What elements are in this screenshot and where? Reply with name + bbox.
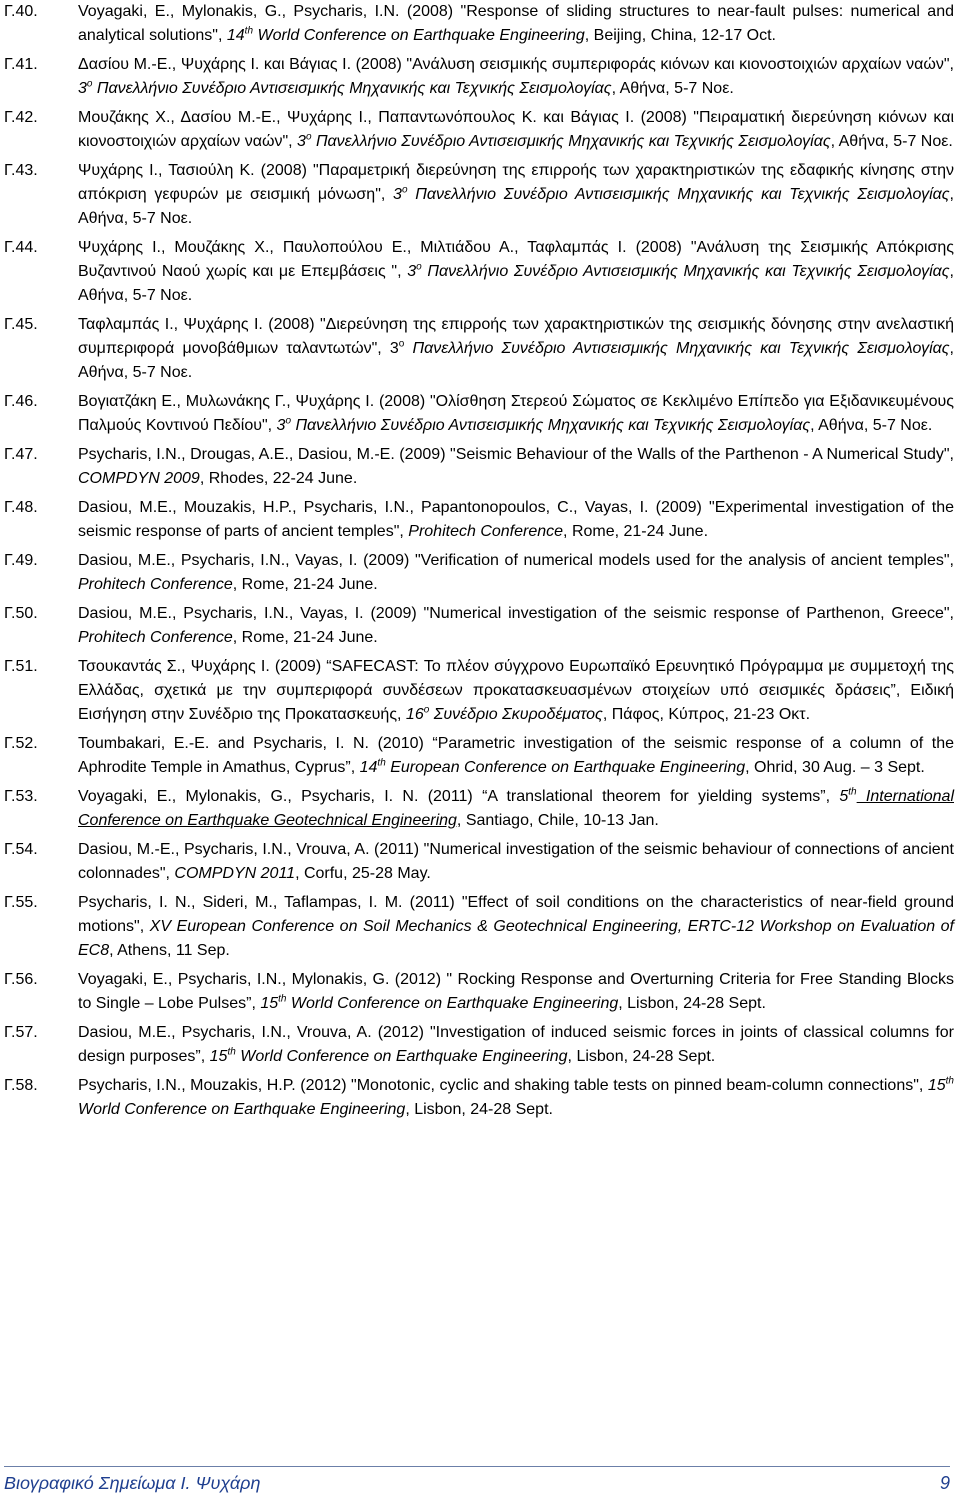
reference-segment: Πανελλήνιο Συνέδριο Αντισεισμικής Μηχανικής και Τεχνικής Σεισμολογίας	[92, 80, 612, 97]
reference-segment: , Αθήνα, 5-7 Νοε.	[830, 133, 953, 150]
reference-number: Γ.40.	[4, 3, 38, 20]
reference-item	[4, 443, 954, 491]
reference-superscript: ο	[416, 261, 422, 273]
reference-superscript: ο	[86, 78, 93, 90]
reference-segment: Δασίου Μ.-Ε., Ψυχάρης Ι. και Βάγιας Ι. (2008) "Ανάλυση σεισμικής συμπεριφοράς κιόνων και κιονοστοιχιών αρχαίων ναών",	[78, 56, 954, 73]
reference-segment: , Rome, 21-24 June.	[563, 523, 709, 540]
reference-segment: COMPDYN 2009	[78, 470, 200, 487]
reference-segment: , Αθήνα, 5-7 Νοε.	[78, 263, 954, 304]
reference-text	[78, 1074, 954, 1122]
reference-superscript: th	[278, 993, 287, 1005]
reference-segment: , Ohrid, 30 Aug. – 3 Sept.	[745, 759, 925, 776]
reference-segment: Voyagaki, E., Mylonakis, G., Psycharis, I.N. (2008) "Response of sliding structures to near-fault pulses: numerical and analytical solutions",	[78, 3, 954, 44]
reference-segment: International Conference on Earthquake Geotechnical Engineering	[78, 788, 954, 829]
page-footer	[4, 1466, 950, 1494]
reference-segment: , Corfu, 25-28 May.	[295, 865, 431, 882]
reference-segment: Dasiou, M.E., Psycharis, I.N., Vayas, I. (2009) "Verification of numerical models used for the analysis of ancient temples",	[78, 552, 954, 569]
reference-item	[4, 602, 954, 650]
reference-item	[4, 732, 954, 780]
reference-text	[78, 838, 954, 886]
reference-segment: Συνέδριο Σκυροδέματος	[429, 706, 603, 723]
page-number: 9	[939, 1473, 950, 1493]
reference-item	[4, 313, 954, 385]
reference-segment: Voyagaki, E., Psycharis, I.N., Mylonakis, G. (2012) " Rocking Response and Overturning Criteria for Free Standing Blocks to Single – Lobe Pulses”,	[78, 971, 954, 1012]
reference-number: Γ.54.	[4, 841, 38, 858]
reference-segment: Prohitech Conference	[408, 523, 564, 540]
reference-segment: 3	[393, 186, 402, 203]
reference-item	[4, 838, 954, 886]
reference-segment: European Conference on Earthquake Engineering	[385, 759, 746, 776]
reference-segment: World Conference on Earthquake Engineering	[235, 1048, 568, 1065]
reference-segment: 14	[226, 27, 245, 44]
reference-superscript: ο	[305, 131, 312, 143]
reference-segment: Ψυχάρης Ι., Μουζάκης Χ., Παυλοπούλου Ε., Μιλτιάδου Α., Ταφλαμπάς Ι. (2008) "Ανάλυση της Σεισμικής Απόκρισης Βυζαντινού Ναού χωρίς και με Επεμβάσεις ",	[78, 239, 954, 280]
reference-list	[4, 0, 954, 1127]
reference-segment: , Πάφος, Κύπρος, 21-23 Οκτ.	[602, 706, 811, 723]
reference-segment: Ταφλαμπάς Ι., Ψυχάρης Ι. (2008) "Διερεύνηση της επιρροής των χαρακτηριστικών της σεισμικής δόνησης στην ανελαστική συμπεριφορά μονοβάθμιων ταλαντωτών", 3	[78, 316, 954, 357]
reference-text	[78, 390, 954, 438]
reference-item	[4, 53, 954, 101]
reference-segment: Dasiou, M.E., Mouzakis, H.P., Psycharis, I.N., Papantonopoulos, C., Vayas, I. (2009) "Experimental investigation of the seismic response of parts of ancient temples",	[78, 499, 954, 540]
reference-segment: 15	[260, 995, 279, 1012]
reference-item	[4, 106, 954, 154]
reference-text	[78, 549, 954, 597]
reference-segment: Βογιατζάκη Ε., Μυλωνάκης Γ., Ψυχάρης Ι. (2008) "Ολίσθηση Στερεού Σώματος σε Κεκλιμένο Επίπεδο για Εξιδανικευμένους Παλμούς Κοντινού Πεδίου",	[78, 393, 954, 434]
reference-segment: COMPDYN 2011	[174, 865, 296, 882]
reference-segment: XV European Conference on Soil Mechanics & Geotechnical Engineering, ERTC-12 Workshop on Evaluation of EC8	[78, 918, 955, 959]
reference-item	[4, 236, 954, 308]
reference-number: Γ.52.	[4, 735, 38, 752]
reference-item	[4, 390, 954, 438]
reference-item	[4, 655, 954, 727]
reference-item	[4, 496, 954, 544]
reference-segment: World Conference on Earthquake Engineering	[78, 1101, 406, 1118]
reference-text	[78, 0, 954, 48]
reference-segment: Ψυχάρης Ι., Τασιούλη Κ. (2008) "Παραμετρική διερεύνηση της επιρροής των χαρακτηριστικών της εδαφικής κίνησης στην απόκριση γεφυρών με σεισμική μόνωση",	[78, 162, 954, 203]
reference-segment: , Rome, 21-24 June.	[232, 629, 378, 646]
reference-text	[78, 106, 954, 154]
reference-number: Γ.46.	[4, 393, 38, 410]
reference-segment: 16	[405, 706, 424, 723]
reference-number: Γ.51.	[4, 658, 38, 675]
reference-segment: Prohitech Conference	[78, 576, 233, 593]
reference-segment: Voyagaki, E., Mylonakis, G., Psycharis, I. N. (2011) “A translational theorem for yielding systems”,	[78, 788, 840, 805]
reference-segment: 14	[359, 759, 378, 776]
reference-superscript: ο	[285, 415, 292, 427]
reference-superscript: th	[945, 1075, 954, 1087]
reference-segment: Τσουκαντάς Σ., Ψυχάρης Ι. (2009) “SAFECAST: Το πλέον σύγχρονο Ευρωπαϊκό Ερευνητικό Πρόγραμμα με συμμετοχή της Ελλάδας, σχετικά με την συμπεριφορά συνδέσεων προκατασκευασμένων στοιχείων υπό σεισμικές δράσεις”, Ειδική Εισήγηση στην Συνέδριο της Προκατασκευής,	[78, 658, 954, 723]
reference-text	[78, 602, 954, 650]
reference-superscript: ο	[423, 704, 430, 716]
reference-number: Γ.41.	[4, 56, 38, 73]
reference-segment: Psycharis, I.N., Mouzakis, H.P. (2012) "Monotonic, cyclic and shaking table tests on pinned beam-column connections",	[78, 1077, 928, 1094]
reference-segment: Prohitech Conference	[78, 629, 233, 646]
footer-title: Βιογραφικό Σημείωμα Ι. Ψυχάρη	[4, 1473, 261, 1493]
reference-number: Γ.56.	[4, 971, 38, 988]
reference-number: Γ.50.	[4, 605, 38, 622]
reference-item	[4, 785, 954, 833]
reference-segment: 3	[78, 80, 87, 97]
reference-number: Γ.53.	[4, 788, 38, 805]
reference-superscript: th	[244, 25, 254, 37]
reference-segment: , Santiago, Chile, 10-13 Jan.	[456, 812, 659, 829]
reference-number: Γ.55.	[4, 894, 38, 911]
reference-text	[78, 496, 954, 544]
reference-superscript: th	[377, 757, 386, 769]
reference-segment: Πανελλήνιο Συνέδριο Αντισεισμικής Μηχανικής και Τεχνικής Σεισμολογίας	[407, 186, 950, 203]
reference-number: Γ.47.	[4, 446, 38, 463]
reference-segment: , Αθήνα, 5-7 Νοε.	[611, 80, 734, 97]
reference-segment: , Rome, 21-24 June.	[232, 576, 378, 593]
reference-segment: World Conference on Earthquake Engineering	[286, 995, 619, 1012]
reference-segment: Πανελλήνιο Συνέδριο Αντισεισμικής Μηχανικής και Τεχνικής Σεισμολογίας	[404, 340, 950, 357]
reference-segment: Psycharis, I. N., Sideri, M., Taflampas, I. M. (2011) "Effect of soil conditions on the characteristics of near-field ground motions",	[78, 894, 954, 935]
reference-segment: Toumbakari, E.-E. and Psycharis, I. N. (2010) “Parametric investigation of the seismic response of a column of the Aphrodite Temple in Amathus, Cyprus”,	[78, 735, 954, 776]
reference-text	[78, 236, 954, 308]
reference-item	[4, 1074, 954, 1122]
reference-segment: , Αθήνα, 5-7 Νοε.	[78, 340, 954, 381]
reference-text	[78, 159, 954, 231]
reference-segment: 15	[209, 1048, 228, 1065]
reference-segment: 5	[839, 788, 849, 805]
reference-segment: , Αθήνα, 5-7 Νοε.	[78, 186, 954, 227]
reference-text	[78, 313, 954, 385]
reference-superscript: th	[848, 786, 857, 798]
reference-segment: Psycharis, I.N., Drougas, A.E., Dasiou, M.-E. (2009) "Seismic Behaviour of the Walls of the Parthenon - A Numerical Study",	[78, 446, 954, 463]
reference-segment: , Lisbon, 24-28 Sept.	[618, 995, 766, 1012]
reference-segment: Dasiou, M.-E., Psycharis, I.N., Vrouva, A. (2011) "Numerical investigation of the seismic behaviour of connections of ancient colonnades",	[78, 841, 954, 882]
reference-segment: , Lisbon, 24-28 Sept.	[567, 1048, 716, 1065]
reference-segment: 15	[927, 1077, 946, 1094]
reference-segment: , Athens, 11 Sep.	[109, 942, 230, 959]
reference-segment: 3	[407, 263, 417, 280]
reference-item	[4, 0, 954, 48]
reference-segment: 3	[297, 133, 306, 150]
reference-number: Γ.42.	[4, 109, 38, 126]
reference-segment: 3	[276, 417, 286, 434]
reference-segment: , Lisbon, 24-28 Sept.	[405, 1101, 553, 1118]
reference-segment: , Beijing, China, 12-17 Oct.	[584, 27, 776, 44]
reference-item	[4, 1021, 954, 1069]
reference-text	[78, 1021, 954, 1069]
reference-segment: Dasiou, M.E., Psycharis, I.N., Vayas, I. (2009) "Numerical investigation of the seismic response of Parthenon, Greece",	[78, 605, 954, 622]
reference-number: Γ.48.	[4, 499, 38, 516]
reference-segment: Πανελλήνιο Συνέδριο Αντισεισμικής Μηχανικής και Τεχνικής Σεισμολογίας	[421, 263, 950, 280]
reference-segment: Μουζάκης Χ., Δασίου Μ.-Ε., Ψυχάρης Ι., Παπαντωνόπουλος Κ. και Βάγιας Ι. (2008) "Πειραματική διερεύνηση κιόνων και κιονοστοιχιών αρχαίων ναών",	[78, 109, 954, 150]
reference-superscript: ο	[401, 184, 408, 196]
reference-superscript: th	[227, 1046, 236, 1058]
reference-segment: Dasiou, M.E., Psycharis, I.N., Vrouva, A. (2012) "Investigation of induced seismic forces in joints of classical columns for design purposes”,	[78, 1024, 954, 1065]
reference-item	[4, 159, 954, 231]
reference-number: Γ.43.	[4, 162, 38, 179]
reference-text	[78, 732, 954, 780]
reference-text	[78, 891, 954, 963]
reference-segment: Πανελλήνιο Συνέδριο Αντισεισμικής Μηχανικής και Τεχνικής Σεισμολογίας	[291, 417, 811, 434]
reference-text	[78, 785, 954, 833]
reference-item	[4, 549, 954, 597]
reference-number: Γ.49.	[4, 552, 38, 569]
reference-text	[78, 443, 954, 491]
reference-superscript: ο	[398, 338, 405, 350]
reference-segment: , Rhodes, 22-24 June.	[199, 470, 358, 487]
reference-item	[4, 968, 954, 1016]
reference-number: Γ.57.	[4, 1024, 38, 1041]
reference-text	[78, 968, 954, 1016]
reference-segment: , Αθήνα, 5-7 Νοε.	[810, 417, 933, 434]
reference-number: Γ.58.	[4, 1077, 38, 1094]
reference-text	[78, 655, 954, 727]
reference-number: Γ.44.	[4, 239, 38, 256]
reference-number: Γ.45.	[4, 316, 38, 333]
reference-segment: Πανελλήνιο Συνέδριο Αντισεισμικής Μηχανικής και Τεχνικής Σεισμολογίας	[311, 133, 831, 150]
reference-item	[4, 891, 954, 963]
reference-text	[78, 53, 954, 101]
reference-segment: World Conference on Earthquake Engineering	[253, 27, 585, 44]
